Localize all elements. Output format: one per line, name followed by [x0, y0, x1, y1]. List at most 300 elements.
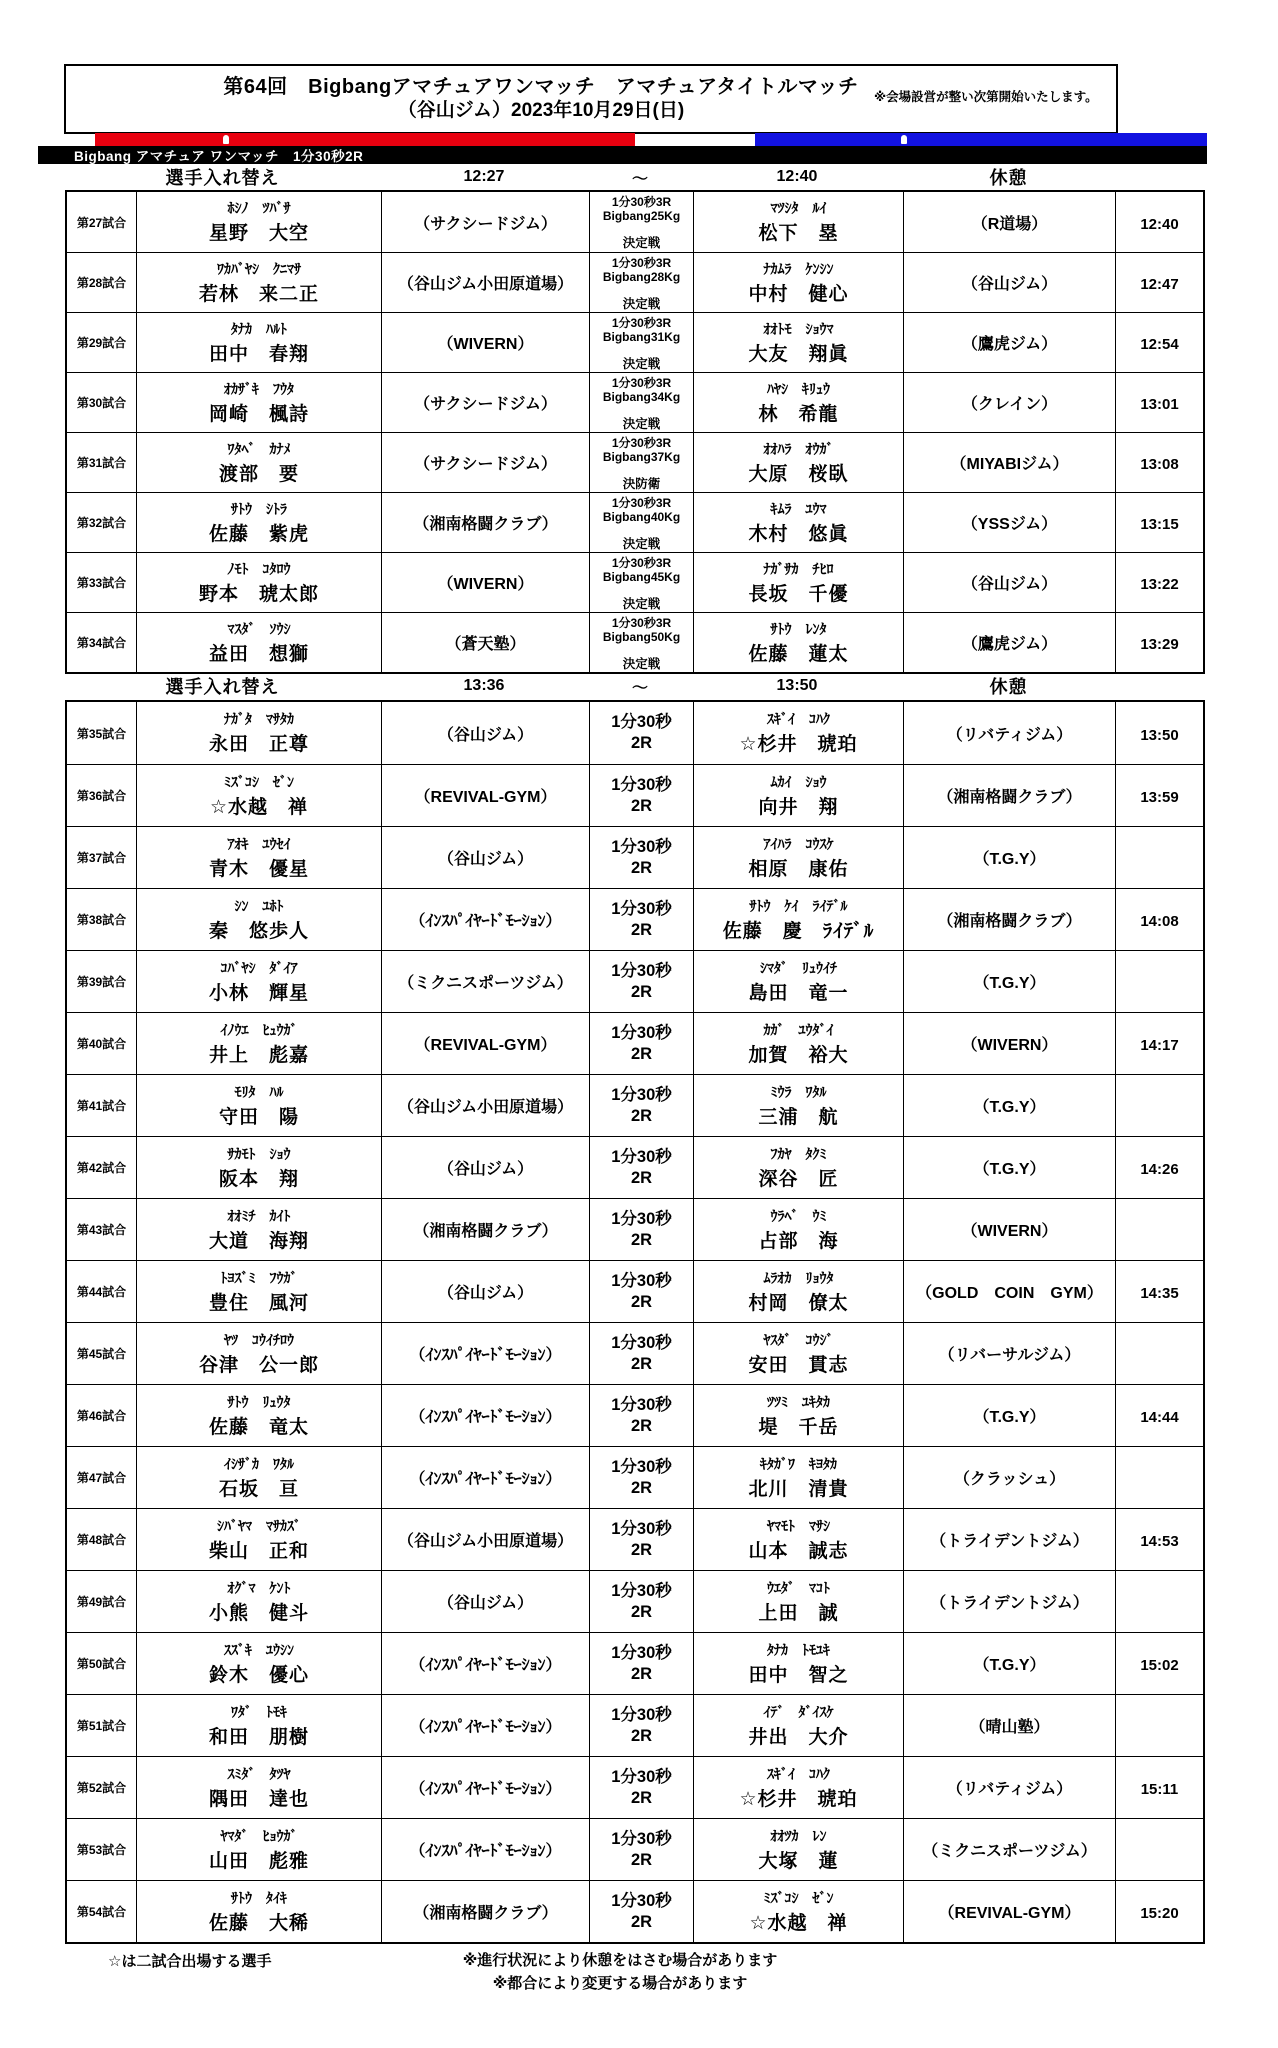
blue-corner-fighter: [693, 1694, 903, 1756]
red-fighter-kana: ｽﾐﾀﾞ ﾀﾂﾔ: [227, 1765, 291, 1782]
weight-class: 2R: [630, 1540, 653, 1559]
match-number: 第29試合: [67, 312, 136, 372]
blue-fighter-kana: ﾂﾂﾐ ﾕｷﾀｶ: [767, 1393, 830, 1410]
blue-fighter-name: 中村 健心: [748, 283, 849, 305]
weight-class: Bigbang25Kg: [602, 209, 681, 224]
match-number: 第36試合: [67, 764, 136, 826]
match-row: [67, 1012, 1203, 1074]
interval-label: 選手入れ替え: [165, 677, 280, 697]
match-row: [67, 372, 1203, 432]
blue-corner-gym: （WIVERN）: [903, 1012, 1115, 1074]
red-fighter-kana: ｵｶｻﾞｷ ﾌｳﾀ: [224, 380, 294, 397]
red-corner-fighter: [136, 1880, 381, 1942]
red-fighter-name: 秦 悠歩人: [208, 920, 309, 942]
red-fighter-kana: ﾓﾘﾀ ﾊﾙ: [234, 1083, 284, 1100]
red-fighter-name: 岡崎 楓詩: [208, 403, 309, 425]
round-info: [589, 1694, 693, 1756]
blue-corner-fighter: [693, 826, 903, 888]
red-corner-fighter: [136, 372, 381, 432]
red-corner-fighter: [136, 1446, 381, 1508]
blue-fighter-kana: ｻﾄｳ ﾚﾝﾀ: [770, 620, 827, 637]
weight-class: Bigbang40Kg: [602, 510, 681, 525]
blue-fighter-name: 占部 海: [758, 1230, 839, 1252]
match-time: 15:11: [1115, 1756, 1203, 1818]
red-fighter-name: 青木 優星: [208, 858, 309, 880]
weight-class: Bigbang34Kg: [602, 390, 681, 405]
blue-fighter-kana: ｶｶﾞ ﾕｳﾀﾞｲ: [763, 1021, 834, 1038]
match-row: [67, 1446, 1203, 1508]
match-row: [67, 1632, 1203, 1694]
match-row: [67, 950, 1203, 1012]
red-fighter-name: 阪本 翔: [218, 1168, 299, 1190]
red-corner-gym: （谷山ジム）: [381, 1260, 589, 1322]
match-number: 第31試合: [67, 432, 136, 492]
match-row: [67, 1756, 1203, 1818]
round-info: [589, 1198, 693, 1260]
red-corner-fighter: [136, 1508, 381, 1570]
match-time: [1115, 1818, 1203, 1880]
red-corner-fighter: [136, 950, 381, 1012]
footer-notes: [240, 1950, 1000, 1995]
red-fighter-kana: ｲｼｻﾞｶ ﾜﾀﾙ: [224, 1455, 294, 1472]
weight-class: Bigbang28Kg: [602, 270, 681, 285]
red-corner-gym: （湘南格闘クラブ）: [381, 492, 589, 552]
red-corner-fighter: [136, 1570, 381, 1632]
round-duration: 1分30秒: [611, 1085, 672, 1104]
blue-fighter-name: 北川 清貴: [748, 1478, 849, 1500]
weight-class: 2R: [630, 982, 653, 1001]
red-corner-fighter: [136, 192, 381, 252]
interval-start-time: 13:36: [463, 677, 505, 694]
red-fighter-name: 佐藤 大稀: [208, 1912, 309, 1934]
blue-corner-gym: （R道場）: [903, 192, 1115, 252]
bout-type: 決定戦: [622, 356, 661, 371]
venue-note: ※会場設営が整い次第開始いたします。: [874, 90, 1098, 104]
red-fighter-kana: ﾜﾀﾞ ﾄﾓｷ: [231, 1703, 287, 1720]
round-info: [589, 492, 693, 552]
event-title-line1: 第64回 Bigbangアマチュアワンマッチ アマチュアタイトルマッチ: [223, 76, 859, 98]
match-time: [1115, 1198, 1203, 1260]
weight-class: 2R: [630, 1478, 653, 1497]
red-fighter-kana: ｼﾝ ﾕﾎﾄ: [234, 897, 284, 914]
round-info: [589, 372, 693, 432]
match-number: 第34試合: [67, 612, 136, 672]
blue-fighter-name: ☆杉井 琥珀: [739, 1788, 858, 1810]
blue-corner-gym: （トライデントジム）: [903, 1570, 1115, 1632]
blue-fighter-name: 佐藤 慶 ﾗｲﾃﾞﾙ: [722, 920, 875, 942]
match-row: [67, 432, 1203, 492]
weight-class: Bigbang50Kg: [602, 630, 681, 645]
match-row: [67, 1570, 1203, 1632]
match-time: [1115, 1322, 1203, 1384]
red-corner-fighter: [136, 1074, 381, 1136]
match-number: 第44試合: [67, 1260, 136, 1322]
match-time: 15:02: [1115, 1632, 1203, 1694]
blue-corner-gym: （T.G.Y）: [903, 1632, 1115, 1694]
red-corner-gym: （サクシードジム）: [381, 372, 589, 432]
blue-fighter-kana: ﾅｶﾑﾗ ｹﾝｼﾝ: [763, 260, 834, 277]
red-corner-fighter: [136, 612, 381, 672]
blue-fighter-name: 大原 桜臥: [748, 463, 849, 485]
match-number: 第27試合: [76, 215, 127, 230]
red-fighter-name: 星野 大空: [208, 223, 309, 244]
red-corner-gym: （谷山ジム）: [381, 702, 589, 764]
blue-corner-fighter: [693, 1198, 903, 1260]
interval-end-time: 12:40: [776, 168, 818, 185]
red-corner-gym: （谷山ジム）: [381, 1136, 589, 1198]
red-fighter-kana: ｻｶﾓﾄ ｼｮｳ: [227, 1145, 291, 1162]
round-duration: 1分30秒3R: [611, 256, 672, 270]
interval-tilde: ～: [631, 170, 648, 188]
blue-corner-fighter: [693, 1508, 903, 1570]
red-fighter-kana: ﾔﾂ ｺｳｲﾁﾛｳ: [224, 1331, 294, 1348]
red-fighter-name: ☆水越 禅: [209, 796, 309, 818]
weight-class: 2R: [630, 734, 653, 752]
blue-fighter-name: ☆杉井 琥珀: [739, 734, 858, 755]
bout-type: 決定戦: [622, 416, 661, 431]
round-duration: 1分30秒3R: [611, 195, 672, 209]
blue-corner-gym: （MIYABIジム）: [903, 432, 1115, 492]
red-corner-gym: （REVIVAL-GYM）: [381, 1012, 589, 1074]
blue-fighter-kana: ｱｲﾊﾗ ｺｳｽｹ: [763, 835, 834, 852]
weight-class: 2R: [630, 1354, 653, 1373]
round-duration: 1分30秒: [611, 1829, 672, 1848]
match-number: 第37試合: [67, 826, 136, 888]
blue-fighter-kana: ｻﾄｳ ｹｲ ﾗｲﾃﾞﾙ: [749, 897, 848, 914]
blue-fighter-name: ☆水越 禅: [749, 1912, 848, 1934]
red-corner-fighter: [136, 702, 381, 764]
blue-fighter-kana: ｳｴﾀﾞ ﾏｺﾄ: [767, 1579, 830, 1596]
round-duration: 1分30秒: [611, 1891, 672, 1910]
red-corner-gym: （谷山ジム小田原道場）: [381, 1074, 589, 1136]
red-corner-fighter: [136, 1384, 381, 1446]
red-fighter-kana: ｵｵﾐﾁ ｶｲﾄ: [227, 1207, 291, 1224]
red-corner-fighter: [136, 764, 381, 826]
round-duration: 1分30秒: [611, 1767, 672, 1786]
match-row: [67, 1074, 1203, 1136]
blue-fighter-name: 大友 翔眞: [748, 343, 849, 365]
round-info: [589, 1260, 693, 1322]
red-fighter-kana: ｽｽﾞｷ ﾕｳｼﾝ: [224, 1641, 294, 1658]
round-info: [589, 1818, 693, 1880]
star-legend: ☆は二試合出場する選手: [108, 1953, 272, 1970]
red-fighter-name: 山田 彪雅: [208, 1850, 309, 1872]
round-info: [589, 1756, 693, 1818]
blue-corner-fighter: [693, 312, 903, 372]
blue-corner-gym: （WIVERN）: [903, 1198, 1115, 1260]
blue-fighter-name: 深谷 匠: [758, 1168, 839, 1190]
red-corner-fighter: [136, 1818, 381, 1880]
round-duration: 1分30秒3R: [611, 316, 672, 330]
weight-class: 2R: [630, 1416, 653, 1435]
match-number: 第48試合: [67, 1508, 136, 1570]
red-corner-gym: （ミクニスポーツジム）: [381, 950, 589, 1012]
blue-fighter-name: 田中 智之: [748, 1664, 849, 1686]
bout-type: 決定戦: [622, 296, 661, 311]
blue-fighter-kana: ﾌｶﾔ ﾀｸﾐ: [770, 1145, 827, 1162]
red-fighter-name: 渡部 要: [218, 463, 299, 485]
round-duration: 1分30秒: [611, 1271, 672, 1290]
red-corner-fighter: [136, 1756, 381, 1818]
red-fighter-name: 豊住 風河: [208, 1292, 309, 1314]
red-corner-gym: （ｲﾝｽﾊﾟｲﾔｰﾄﾞﾓｰｼｮﾝ）: [381, 1694, 589, 1756]
round-duration: 1分30秒: [611, 713, 672, 732]
red-fighter-kana: ｺﾊﾞﾔｼ ﾀﾞｲｱ: [220, 959, 298, 976]
red-fighter-kana: ｻﾄｳ ﾀｲｷ: [231, 1889, 287, 1906]
round-duration: 1分30秒: [611, 1209, 672, 1228]
round-duration: 1分30秒: [611, 1457, 672, 1476]
blue-corner-gym: （リバティジム）: [903, 702, 1115, 764]
bout-type: 決定戦: [622, 235, 661, 250]
blue-fighter-kana: ﾑｶｲ ｼｮｳ: [770, 773, 827, 790]
blue-corner-gym: （T.G.Y）: [903, 1074, 1115, 1136]
bout-type: 決定戦: [622, 656, 661, 671]
red-corner-gym: （ｲﾝｽﾊﾟｲﾔｰﾄﾞﾓｰｼｮﾝ）: [381, 1322, 589, 1384]
blue-fighter-kana: ﾅｶﾞｻｶ ﾁﾋﾛ: [763, 560, 834, 577]
round-info: [589, 1880, 693, 1942]
weight-class: 2R: [630, 1292, 653, 1311]
red-corner-fighter: [136, 252, 381, 312]
red-fighter-name: 野本 琥太郎: [198, 583, 319, 605]
round-info: [589, 552, 693, 612]
round-duration: 1分30秒3R: [611, 376, 672, 390]
match-row: [67, 1880, 1203, 1942]
weight-class: 2R: [630, 1850, 653, 1869]
blue-fighter-name: 上田 誠: [758, 1602, 839, 1624]
red-fighter-kana: ﾅｶﾞﾀ ﾏｻﾀｶ: [224, 711, 294, 727]
match-row: [67, 1384, 1203, 1446]
blue-corner-fighter: [693, 1384, 903, 1446]
blue-corner-fighter: [693, 1632, 903, 1694]
round-duration: 1分30秒3R: [611, 556, 672, 570]
round-duration: 1分30秒: [611, 1395, 672, 1414]
blue-corner-fighter: [693, 372, 903, 432]
red-fighter-kana: ｻﾄｳ ｼﾄﾗ: [231, 500, 287, 517]
red-fighter-name: 大道 海翔: [208, 1230, 309, 1252]
blue-corner-gym: （トライデントジム）: [903, 1508, 1115, 1570]
round-info: [589, 950, 693, 1012]
match-number: 第52試合: [67, 1756, 136, 1818]
interval-label: 選手入れ替え: [165, 168, 280, 188]
round-info: [589, 702, 693, 764]
red-fighter-kana: ﾉﾓﾄ ｺﾀﾛｳ: [227, 560, 291, 577]
red-corner-gym: （ｲﾝｽﾊﾟｲﾔｰﾄﾞﾓｰｼｮﾝ）: [381, 1446, 589, 1508]
regular-match-section: [65, 700, 1205, 1944]
red-fighter-name: 和田 朋樹: [208, 1726, 309, 1748]
red-corner-fighter: [136, 888, 381, 950]
red-fighter-kana: ｼﾊﾞﾔﾏ ﾏｻｶｽﾞ: [217, 1517, 301, 1534]
match-row: [67, 312, 1203, 372]
match-row: [67, 1508, 1203, 1570]
match-row: [67, 1322, 1203, 1384]
blue-fighter-name: 堤 千岳: [758, 1416, 839, 1438]
blue-fighter-kana: ﾔｽﾀﾞ ｺｳｼﾞ: [763, 1331, 834, 1348]
match-row: [67, 1260, 1203, 1322]
match-time: [1115, 1446, 1203, 1508]
blue-fighter-name: 井出 大介: [748, 1726, 849, 1748]
blue-corner-gym: （クラッシュ）: [903, 1446, 1115, 1508]
blue-corner-fighter: [693, 950, 903, 1012]
red-fighter-name: 隅田 達也: [208, 1788, 309, 1810]
round-info: [589, 888, 693, 950]
blue-fighter-name: 相原 康佑: [748, 858, 849, 880]
match-time: 14:17: [1115, 1012, 1203, 1074]
red-fighter-name: 井上 彪嘉: [208, 1044, 309, 1066]
blue-corner-fighter: [693, 1880, 903, 1942]
red-fighter-name: 佐藤 竜太: [208, 1416, 309, 1438]
blue-fighter-kana: ｵｵﾄﾓ ｼｮｳﾏ: [763, 320, 834, 337]
match-time: 12:47: [1115, 252, 1203, 312]
match-row: [67, 1136, 1203, 1198]
interval-start-time: 12:27: [463, 168, 505, 185]
weight-class: 2R: [630, 796, 653, 815]
weight-class: Bigbang45Kg: [602, 570, 681, 585]
round-info: [589, 1570, 693, 1632]
weight-class: 2R: [630, 1664, 653, 1683]
blue-fighter-name: 島田 竜一: [748, 982, 849, 1004]
round-duration: 1分30秒3R: [611, 436, 672, 450]
blue-fighter-name: 安田 貫志: [748, 1354, 849, 1376]
match-time: 13:01: [1115, 372, 1203, 432]
round-duration: 1分30秒3R: [611, 616, 672, 630]
match-row: [67, 1198, 1203, 1260]
blue-fighter-name: 長坂 千優: [748, 583, 849, 605]
blue-fighter-name: 山本 誠志: [748, 1540, 849, 1562]
red-corner-fighter: [136, 1198, 381, 1260]
blue-corner-gym: （谷山ジム）: [903, 252, 1115, 312]
blue-fighter-kana: ｽｷﾞｲ ｺﾊｸ: [767, 1765, 830, 1782]
match-number: 第47試合: [67, 1446, 136, 1508]
match-time: 13:15: [1115, 492, 1203, 552]
red-corner-fighter: [136, 432, 381, 492]
blue-corner-gym: （T.G.Y）: [903, 826, 1115, 888]
red-corner-fighter: [136, 1694, 381, 1756]
match-row: [67, 252, 1203, 312]
red-corner-fighter: [136, 1012, 381, 1074]
blue-fighter-kana: ﾐｳﾗ ﾜﾀﾙ: [770, 1083, 827, 1100]
match-number: 第39試合: [67, 950, 136, 1012]
red-corner-fighter: [136, 1136, 381, 1198]
match-number: 第30試合: [67, 372, 136, 432]
blue-fighter-name: 大塚 蓮: [758, 1850, 839, 1872]
match-time: 13:59: [1115, 764, 1203, 826]
red-fighter-kana: ｲﾉｳｴ ﾋｭｳｶﾞ: [220, 1021, 298, 1038]
weight-class: 2R: [630, 1726, 653, 1745]
match-time: 14:44: [1115, 1384, 1203, 1446]
interval-rest-label: 休憩: [989, 168, 1028, 188]
round-info: [589, 612, 693, 672]
match-row: [67, 702, 1203, 764]
match-number: 第32試合: [67, 492, 136, 552]
red-corner-fighter: [136, 312, 381, 372]
blue-corner-fighter: [693, 252, 903, 312]
red-corner-gym: （ｲﾝｽﾊﾟｲﾔｰﾄﾞﾓｰｼｮﾝ）: [381, 1384, 589, 1446]
match-number: 第50試合: [67, 1632, 136, 1694]
red-corner-gym: （ｲﾝｽﾊﾟｲﾔｰﾄﾞﾓｰｼｮﾝ）: [381, 888, 589, 950]
round-info: [589, 764, 693, 826]
interval-end-time: 13:50: [776, 677, 818, 694]
match-time: [1115, 1570, 1203, 1632]
match-time: 15:20: [1115, 1880, 1203, 1942]
red-fighter-name: 小林 輝星: [208, 982, 309, 1004]
blue-fighter-kana: ｼﾏﾀﾞ ﾘｭｳｲﾁ: [760, 959, 837, 976]
match-time: [1115, 1074, 1203, 1136]
red-corner-fighter: [136, 552, 381, 612]
blue-fighter-kana: ｽｷﾞｲ ｺﾊｸ: [767, 711, 830, 727]
blue-fighter-name: 林 希龍: [758, 403, 839, 425]
red-corner-gym: （谷山ジム小田原道場）: [381, 1508, 589, 1570]
blue-corner-gym: （GOLD COIN GYM）: [903, 1260, 1115, 1322]
interval-tilde: ～: [631, 679, 648, 697]
blue-corner-gym: （T.G.Y）: [903, 950, 1115, 1012]
red-corner-gym: （WIVERN）: [381, 312, 589, 372]
blue-corner-gym: （リバティジム）: [903, 1756, 1115, 1818]
round-duration: 1分30秒: [611, 837, 672, 856]
red-fighter-kana: ﾜｶﾊﾞﾔｼ ｸﾆﾏｻ: [217, 260, 301, 277]
match-time: [1115, 826, 1203, 888]
match-time: [1115, 1694, 1203, 1756]
blue-corner-fighter: [693, 492, 903, 552]
blue-corner-fighter: [693, 1136, 903, 1198]
weight-class: 2R: [630, 1230, 653, 1249]
red-corner-gym: （REVIVAL-GYM）: [381, 764, 589, 826]
red-fighter-kana: ｵｸﾞﾏ ｹﾝﾄ: [227, 1579, 291, 1596]
match-row: [67, 492, 1203, 552]
match-time: 13:50: [1115, 702, 1203, 764]
red-fighter-name: 柴山 正和: [208, 1540, 309, 1562]
red-fighter-name: 守田 陽: [218, 1106, 299, 1128]
blue-corner-fighter: [693, 888, 903, 950]
blue-corner-gym: （T.G.Y）: [903, 1384, 1115, 1446]
red-fighter-name: 益田 想獅: [208, 643, 309, 665]
pin-marker-icon: [223, 135, 229, 144]
bout-type: 決定戦: [622, 596, 661, 611]
red-fighter-name: 小熊 健斗: [208, 1602, 309, 1624]
title-match-section: [65, 190, 1205, 674]
blue-fighter-kana: ﾑﾗｵｶ ﾘｮｳﾀ: [763, 1269, 834, 1286]
match-time: 13:22: [1115, 552, 1203, 612]
round-info: [589, 192, 693, 252]
match-row: [67, 612, 1203, 672]
red-corner-gym: （谷山ジム）: [381, 1570, 589, 1632]
weight-class: Bigbang31Kg: [602, 330, 681, 345]
blue-fighter-kana: ｳﾗﾍﾞ ｳﾐ: [770, 1207, 827, 1224]
weight-class: 2R: [630, 1602, 653, 1621]
match-time: 12:54: [1115, 312, 1203, 372]
match-number: 第43試合: [67, 1198, 136, 1260]
round-duration: 1分30秒: [611, 899, 672, 918]
blue-corner-fighter: [693, 1756, 903, 1818]
round-info: [589, 1136, 693, 1198]
red-corner-fighter: [136, 1322, 381, 1384]
match-time: 14:35: [1115, 1260, 1203, 1322]
red-corner-gym: （ｲﾝｽﾊﾟｲﾔｰﾄﾞﾓｰｼｮﾝ）: [381, 1818, 589, 1880]
blue-corner-fighter: [693, 1260, 903, 1322]
weight-class: 2R: [630, 920, 653, 939]
match-number: 第49試合: [67, 1570, 136, 1632]
red-corner-fighter: [136, 492, 381, 552]
interval-row-1: [65, 164, 1205, 190]
red-fighter-name: 田中 春翔: [208, 343, 309, 365]
match-number: 第41試合: [67, 1074, 136, 1136]
red-corner-gym: （蒼天塾）: [381, 612, 589, 672]
round-duration: 1分30秒: [611, 1023, 672, 1042]
blue-corner-bar: [755, 133, 1207, 146]
red-fighter-name: 石坂 亘: [218, 1478, 299, 1500]
event-banner: Bigbang アマチュア ワンマッチ 1分30秒2R: [38, 146, 1207, 164]
blue-corner-gym: （ミクニスポーツジム）: [903, 1818, 1115, 1880]
blue-fighter-kana: ﾔﾏﾓﾄ ﾏｻｼ: [767, 1517, 830, 1534]
